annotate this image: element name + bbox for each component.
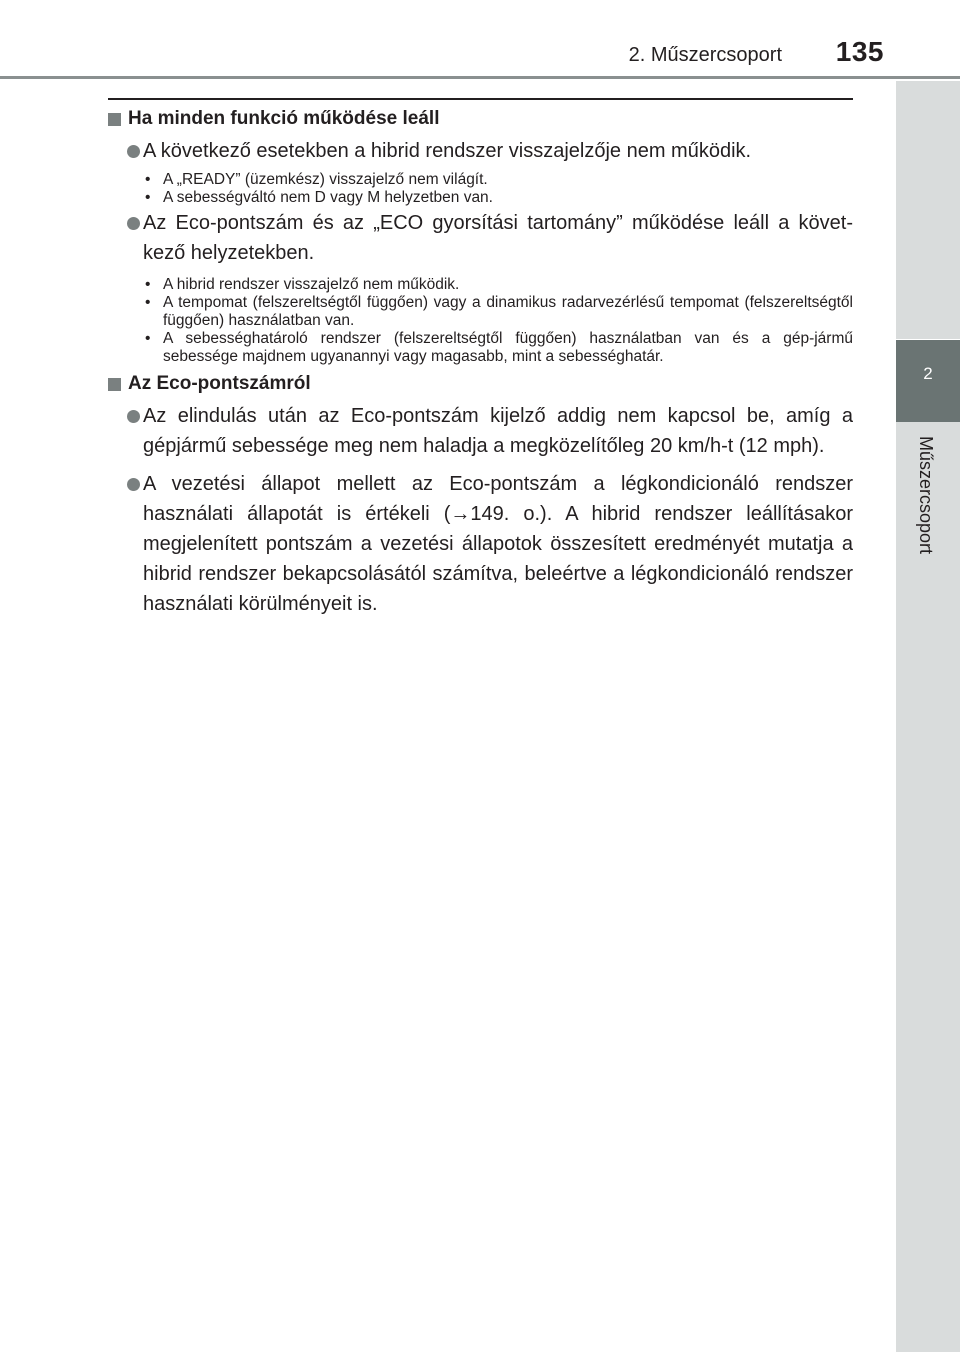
chapter-tab-number: 2 (923, 364, 933, 383)
square-bullet-icon (108, 378, 121, 391)
bullet-text: A vezetési állapot mellett az Eco-pontszám a légkondicionáló rendszer használati állapotát is értékeli (→149. o.). A hibrid rendszer leállításakor megjelenített pontszám a vezetési állapotok összesített eredményét mutatja a hibrid rendszer bekapcsolásától számítva, beleértve a légkondicionáló rendszer használati körülményeit is. (143, 473, 853, 615)
circle-bullet-icon (127, 217, 140, 230)
chapter-tab-label: Műszercsoport (916, 436, 936, 555)
content-rule (108, 98, 853, 100)
bullet-item (108, 208, 853, 268)
sub-item: • A sebességváltó nem D vagy M helyzetben van. (143, 189, 853, 207)
section-heading (108, 106, 853, 132)
bullet-item (108, 469, 853, 619)
circle-bullet-icon (127, 145, 140, 158)
page-content (108, 106, 853, 619)
chapter-title: 2. Műszercsoport (628, 44, 782, 66)
chapter-tab (896, 340, 960, 422)
sub-item: • A sebességhatároló rendszer (felszereltségtől függően) használatban van és a gép-jármű sebessége majdnem ugyanannyi vagy magasabb, mint a sebességhatár. (143, 330, 853, 366)
bullet-item (108, 136, 853, 166)
page-number: 135 (835, 36, 884, 67)
sub-list (108, 171, 853, 207)
section-heading-text: Ha minden funkció működése leáll (128, 108, 440, 129)
side-tab-upper (896, 81, 960, 339)
sub-list (108, 276, 853, 366)
sub-item: • A hibrid rendszer visszajelző nem működik. (143, 276, 853, 294)
bullet-text: A következő esetekben a hibrid rendszer visszajelzője nem működik. (143, 140, 752, 162)
sub-item: • A tempomat (felszereltségtől függően) vagy a dinamikus radarvezérlésű tempomat (felszereltségtől függően) használatban van. (143, 294, 853, 330)
bullet-text: Az elindulás után az Eco-pontszám kijelző addig nem kapcsol be, amíg a gépjármű sebessége meg nem haladja a megközelítőleg 20 km/h-t (12 mph). (143, 405, 853, 457)
bullet-text: Az Eco-pontszám és az „ECO gyorsítási tartomány” működése leáll a követ-kező helyzetekben. (143, 212, 853, 264)
circle-bullet-icon (127, 410, 140, 423)
section-heading-text: Az Eco-pontszámról (128, 373, 311, 394)
circle-bullet-icon (127, 478, 140, 491)
header-rule (0, 76, 960, 79)
section-heading (108, 371, 853, 397)
square-bullet-icon (108, 113, 121, 126)
side-tab-lower (896, 422, 960, 1352)
sub-item: • A „READY” (üzemkész) visszajelző nem világít. (143, 171, 853, 189)
bullet-item (108, 401, 853, 461)
